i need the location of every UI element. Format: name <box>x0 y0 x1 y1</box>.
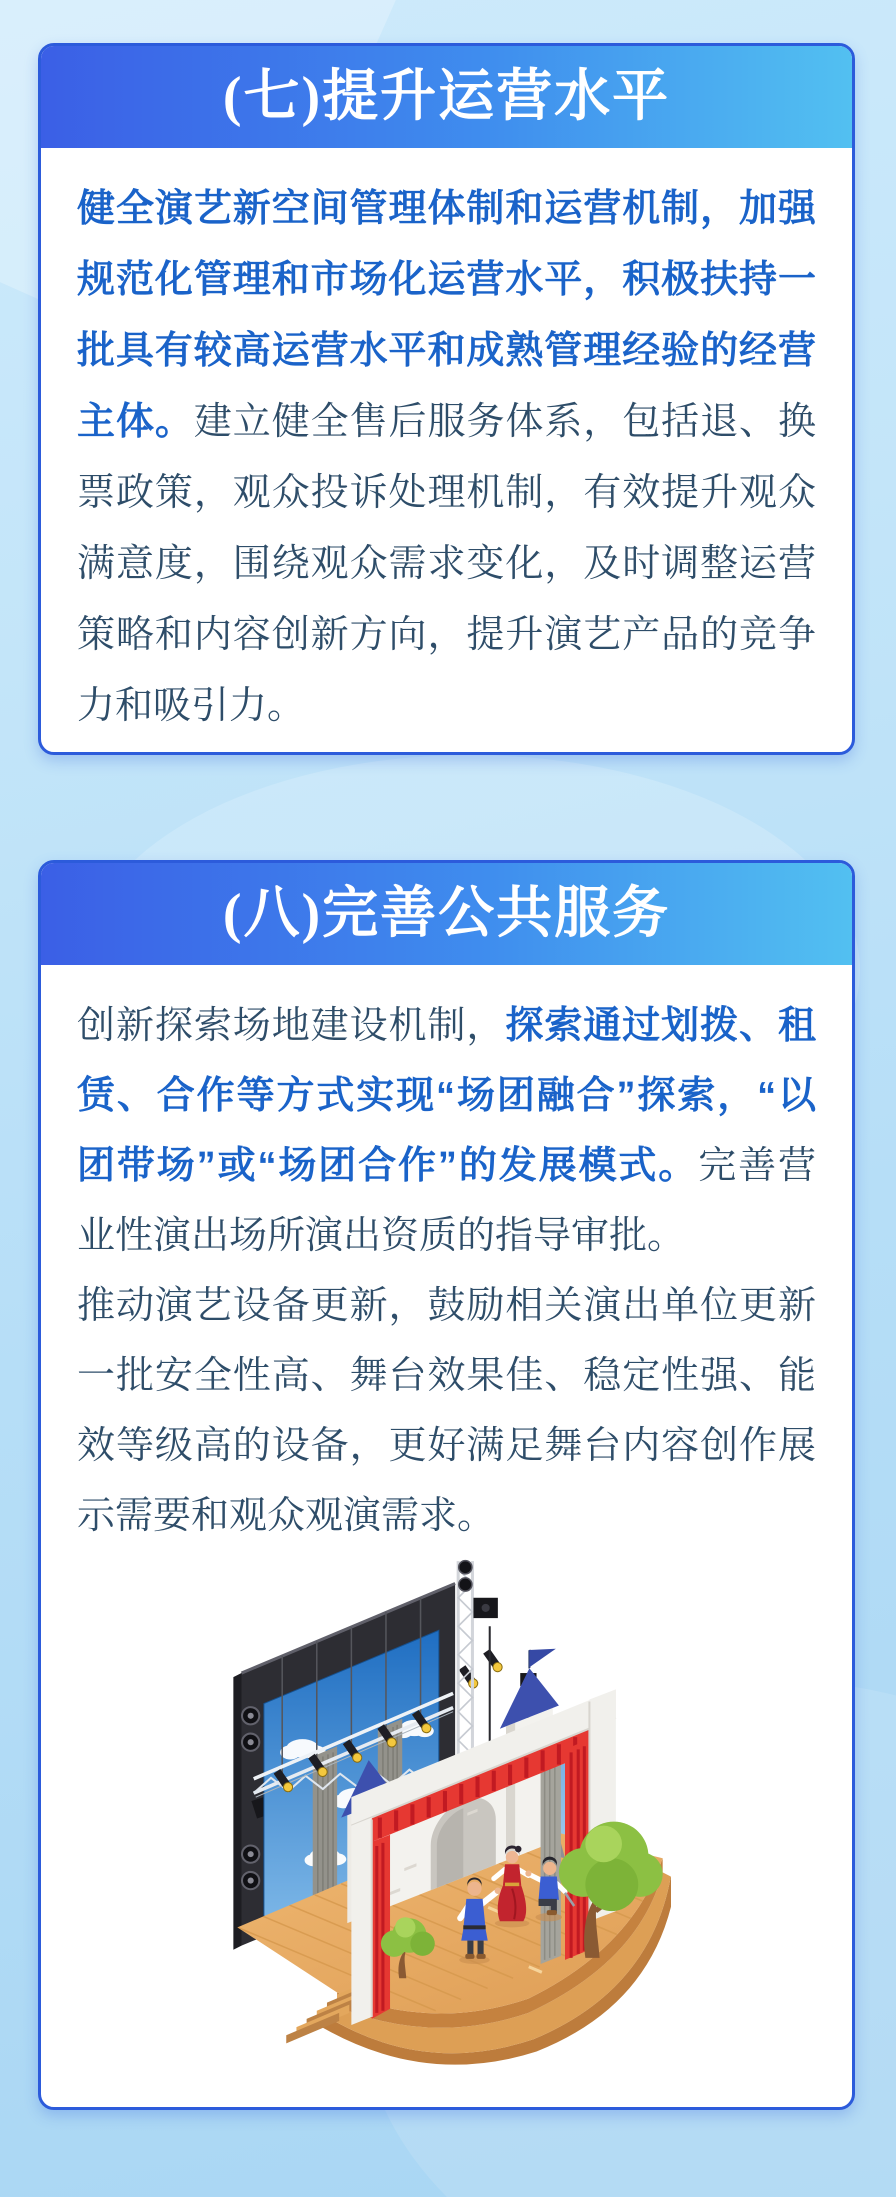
illustration-container <box>41 1553 852 2082</box>
body-text: 完善营业性演出场所演出资质的指导审批。 <box>77 1145 816 1257</box>
paragraph <box>77 174 816 742</box>
highlighted-text: 健全演艺新空间管理体制和运营机制，加强规范化管理和市场化运营水平，积极扶持一批具有较高运营水平和成熟管理经验的经营主体。 <box>77 188 816 443</box>
section-banner <box>41 863 852 965</box>
section-title: (八)完善公共服务 <box>222 883 671 945</box>
highlighted-text: 探索通过划拨、租赁、合作等方式实现“场团融合”探索，“以团带场”或“场团合作”的发展模式。 <box>77 1005 816 1187</box>
section-body <box>41 148 852 742</box>
paragraph <box>77 991 816 1271</box>
section-card-operations <box>38 43 855 755</box>
section-banner <box>41 46 852 148</box>
theater-stage-illustration <box>223 1553 671 2082</box>
body-text: 建立健全售后服务体系，包括退、换票政策，观众投诉处理机制，有效提升观众满意度，围绕观众需求变化，及时调整运营策略和内容创新方向，提升演艺产品的竞争力和吸引力。 <box>77 401 816 727</box>
section-body <box>41 965 852 1551</box>
body-text: 推动演艺设备更新，鼓励相关演出单位更新一批安全性高、舞台效果佳、稳定性强、能效等级高的设备，更好满足舞台内容创作展示需要和观众观演需求。 <box>77 1285 816 1537</box>
section-title: (七)提升运营水平 <box>222 66 671 128</box>
paragraph <box>77 1271 816 1551</box>
body-text: 创新探索场地建设机制， <box>77 1005 506 1047</box>
section-card-public-services <box>38 860 855 2110</box>
